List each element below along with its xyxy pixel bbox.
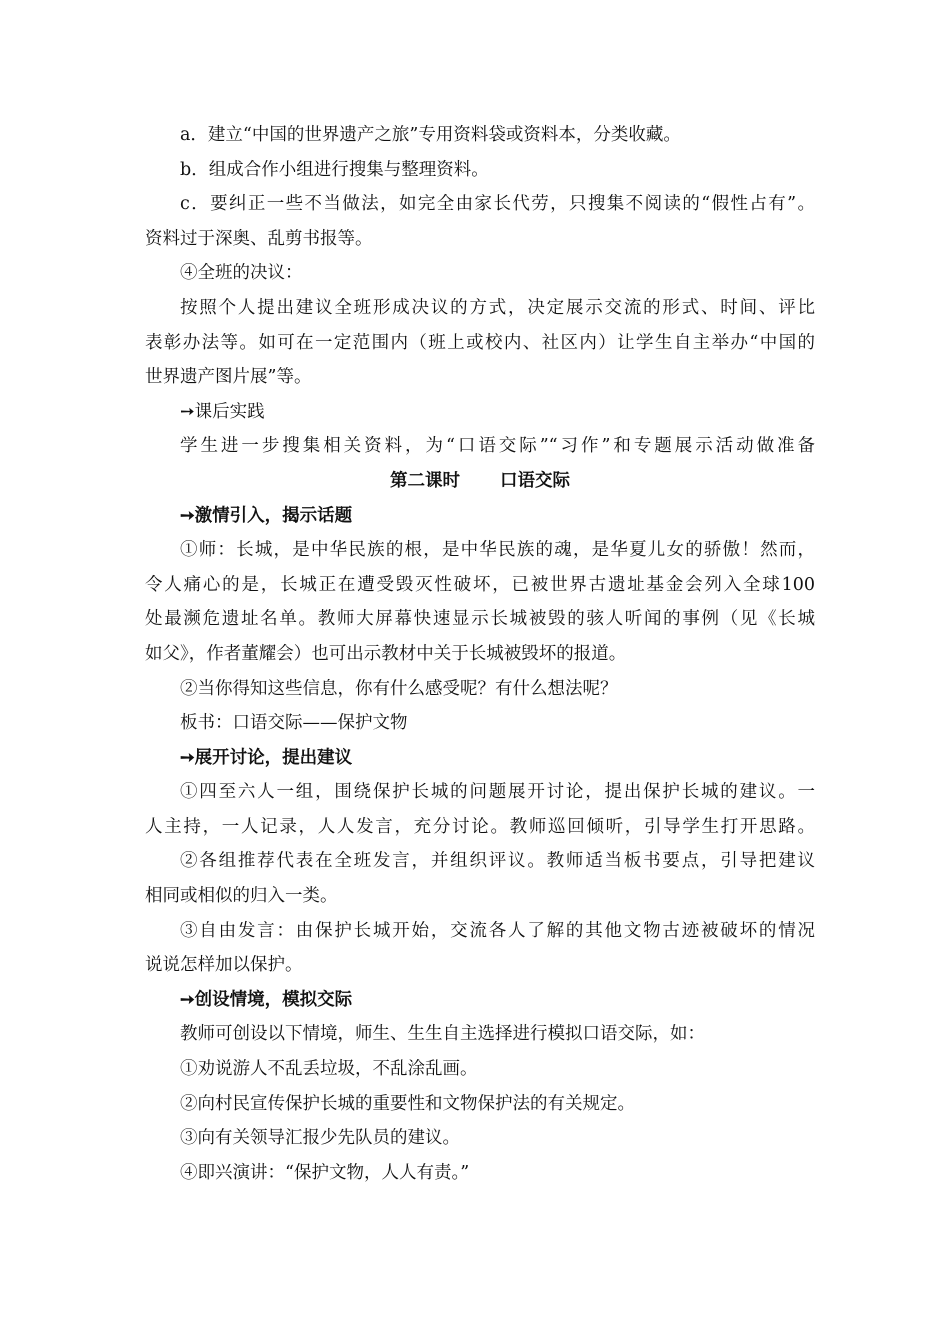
simulation-item-3: ③向有关领导汇报少先队员的建议。 bbox=[180, 1128, 460, 1149]
paragraph-a: a．建立“中国的世界遗产之旅”专用资料袋或资料本，分类收藏。 bbox=[180, 125, 681, 145]
discussion-line5: ③自由发言：由保护长城开始，交流各人了解的其他文物古迹被破坏的情况 bbox=[180, 920, 815, 941]
simulation-item-4: ④即兴演讲：“保护文物，人人有责。” bbox=[180, 1162, 470, 1183]
question-line: ②当你得知这些信息，你有什么感受呢？有什么想法呢？ bbox=[180, 678, 618, 699]
simulation-intro: 教师可创设以下情境，师生、生生自主选择进行模拟口语交际，如： bbox=[180, 1024, 705, 1045]
resolution-line3: 世界遗产图片展”等。 bbox=[145, 367, 312, 388]
discussion-line6: 说说怎样加以保护。 bbox=[145, 955, 303, 976]
section-title-lesson: 第二课时 bbox=[390, 470, 460, 491]
practice-line: 学生进一步搜集相关资料，为“口语交际”“习作”和专题展示活动做准备 bbox=[180, 436, 815, 457]
class-resolution-heading: ④全班的决议： bbox=[180, 263, 303, 284]
paragraph-c-line2: 资料过于深奥、乱剪书报等。 bbox=[145, 228, 373, 249]
document-body bbox=[145, 118, 815, 1190]
paragraph-b: b．组成合作小组进行搜集与整理资料。 bbox=[180, 159, 489, 180]
resolution-line1: 按照个人提出建议全班形成决议的方式，决定展示交流的形式、时间、评比 bbox=[180, 297, 815, 318]
resolution-line2: 表彰办法等。如可在一定范围内（班上或校内、社区内）让学生自主举办“中国的 bbox=[145, 332, 815, 353]
discussion-line4: 相同或相似的归入一类。 bbox=[145, 886, 338, 907]
heading-introduce-topic: ➙激情引入，揭示话题 bbox=[180, 505, 353, 526]
discussion-line1: ①四至六人一组，围绕保护长城的问题展开讨论，提出保护长城的建议。一 bbox=[180, 782, 815, 803]
discussion-line3: ②各组推荐代表在全班发言，并组织评议。教师适当板书要点，引导把建议 bbox=[180, 851, 815, 872]
simulation-item-2: ②向村民宣传保护长城的重要性和文物保护法的有关规定。 bbox=[180, 1093, 635, 1114]
intro-line3: 处最濒危遗址名单。教师大屏幕快速显示长城被毁的骇人听闻的事例（见《长城 bbox=[145, 609, 815, 630]
section-title-topic: 口语交际 bbox=[500, 470, 570, 491]
heading-discussion: ➙展开讨论，提出建议 bbox=[180, 747, 353, 768]
simulation-item-1: ①劝说游人不乱丢垃圾，不乱涂乱画。 bbox=[180, 1059, 478, 1080]
intro-line4: 如父》，作者董耀会）也可出示教材中关于长城被毁坏的报道。 bbox=[145, 643, 627, 664]
paragraph-c-line1: c．要纠正一些不当做法，如完全由家长代劳，只搜集不阅读的“假性占有”。 bbox=[180, 194, 815, 215]
blackboard-line: 板书：口语交际——保护文物 bbox=[180, 713, 408, 734]
heading-simulation: ➙创设情境，模拟交际 bbox=[180, 989, 353, 1010]
discussion-line2: 人主持，一人记录，人人发言，充分讨论。教师巡回倾听，引导学生打开思路。 bbox=[145, 816, 815, 837]
intro-line1: ①师：长城，是中华民族的根，是中华民族的魂，是华夏儿女的骄傲！然而， bbox=[180, 540, 815, 561]
intro-line2: 令人痛心的是，长城正在遭受毁灭性破坏，已被世界古遗址基金会列入全球100 bbox=[145, 574, 815, 595]
section-title bbox=[145, 464, 815, 499]
after-class-practice-heading: ➙课后实践 bbox=[180, 401, 265, 422]
